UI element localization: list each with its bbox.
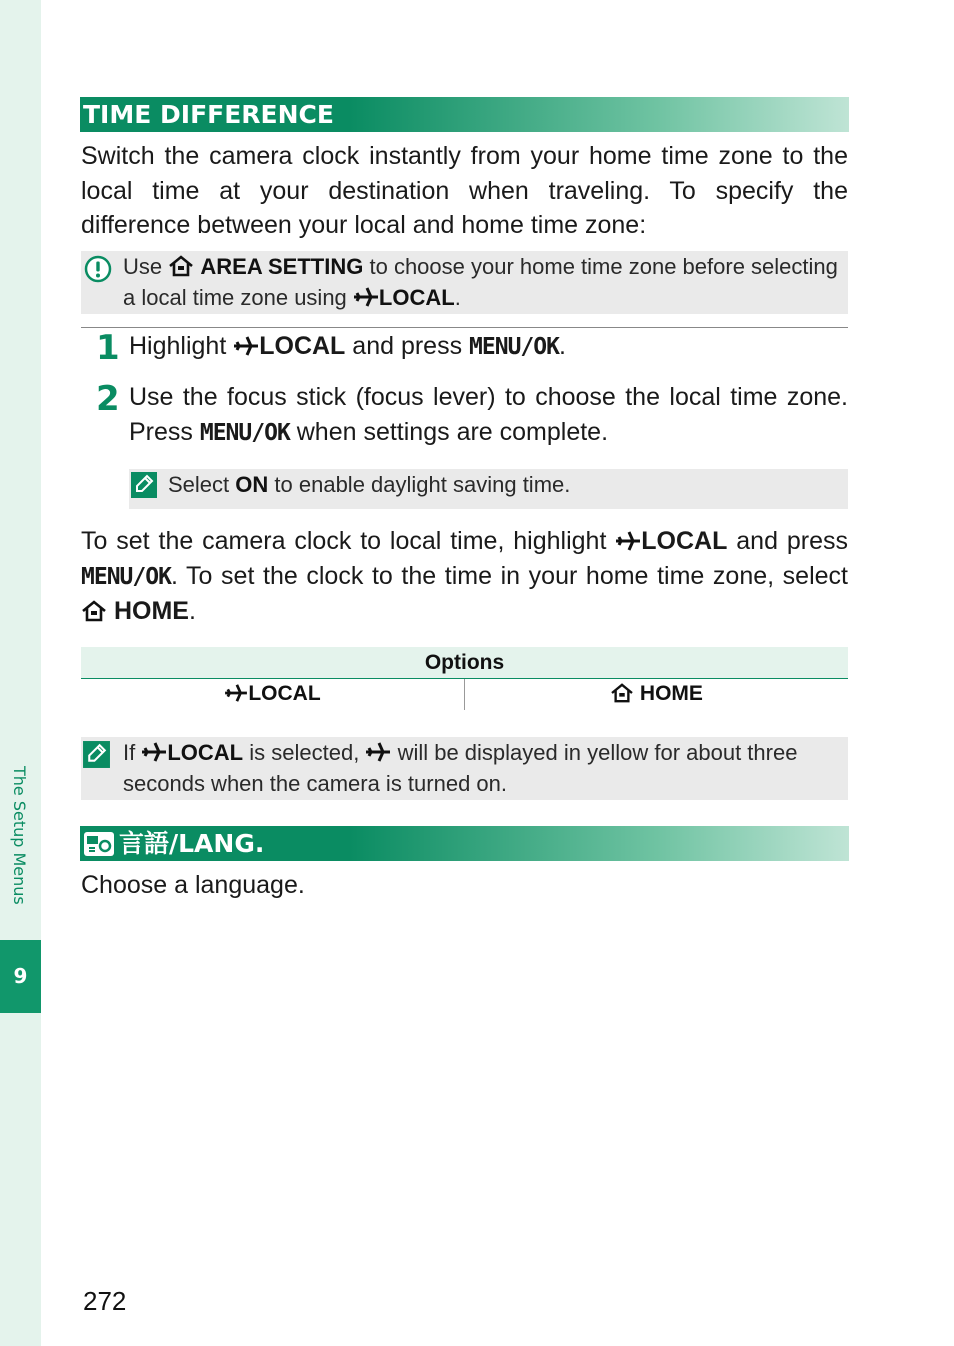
local-label: LOCAL (167, 740, 244, 765)
language-description: Choose a language. (81, 871, 305, 899)
caution-note (81, 251, 848, 314)
home-icon (610, 683, 634, 703)
options-table-header: Options (81, 647, 848, 679)
option-local-label: LOCAL (248, 682, 321, 705)
menu-ok-button-label: MENU/OK (81, 563, 171, 590)
after-text-pre: To set the camera clock to local time, highlight (81, 527, 607, 555)
tip-text-pre: Select (168, 472, 230, 497)
chapter-tab: 9 (0, 940, 41, 1013)
step-1-text-post: . (558, 332, 566, 360)
note-text-post: will be displayed in yellow for about three seconds when the camera is turned on. (123, 740, 798, 796)
menu-ok-button-label: MENU/OK (469, 334, 559, 360)
on-label: ON (235, 472, 269, 497)
home-icon (168, 255, 194, 277)
caution-text-mid: to choose your home time zone before selecting a local time zone using (123, 254, 838, 310)
caution-text-post: . (454, 285, 461, 310)
caution-icon (84, 255, 112, 283)
menu-ok-button-label: MENU/OK (199, 420, 290, 446)
local-note (81, 737, 848, 800)
airplane-icon (141, 741, 167, 763)
home-icon (81, 600, 107, 622)
note-icon (82, 740, 111, 769)
airplane-icon (615, 530, 641, 552)
home-label: HOME (113, 597, 189, 625)
step-1-text-pre: Highlight (129, 332, 227, 360)
option-home-label: HOME (639, 682, 703, 705)
tip-note (129, 469, 848, 509)
after-text-mid2: . To set the clock to the time in your home time zone, select (170, 561, 848, 590)
note-text-pre: If (123, 740, 136, 765)
note-icon (130, 471, 158, 499)
divider (81, 327, 848, 328)
airplane-icon (365, 741, 391, 763)
local-time-paragraph (81, 524, 848, 629)
sidebar-label: The Setup Menus (10, 766, 29, 905)
section-heading-time-difference: TIME DIFFERENCE (80, 97, 849, 132)
sidebar (0, 0, 41, 1346)
local-label: LOCAL (259, 332, 346, 360)
after-text-post: . (188, 597, 196, 625)
page-number: 272 (83, 1286, 127, 1316)
step-number-1: 1 (96, 328, 120, 368)
step-2-text-pre: Use the focus stick (focus lever) to choose the local time zone. Press (129, 383, 848, 446)
caution-text-pre: Use (123, 254, 163, 279)
step-2 (129, 380, 848, 451)
airplane-icon (353, 286, 379, 308)
step-1 (129, 329, 848, 365)
intro-paragraph: Switch the camera clock instantly from your home time zone to the local time at your destination when traveling. To specify the difference between your local and home time zone: (81, 142, 848, 239)
option-home (465, 679, 848, 710)
local-label: LOCAL (378, 285, 455, 310)
step-1-text-mid: and press (352, 332, 463, 360)
section-heading-language (80, 826, 849, 861)
area-setting-label: AREA SETTING (200, 254, 364, 279)
airplane-icon (233, 335, 259, 357)
tip-text-post: to enable daylight saving time. (274, 472, 571, 497)
note-text-mid: is selected, (249, 740, 360, 765)
option-local (81, 679, 464, 710)
after-text-mid1: and press (736, 527, 848, 555)
local-label: LOCAL (641, 527, 728, 555)
step-2-text-post: when settings are complete. (296, 418, 609, 446)
language-heading-text: 言語/LANG. (119, 829, 265, 858)
airplane-icon (224, 683, 248, 703)
language-icon (83, 831, 115, 857)
step-number-2: 2 (96, 379, 120, 419)
